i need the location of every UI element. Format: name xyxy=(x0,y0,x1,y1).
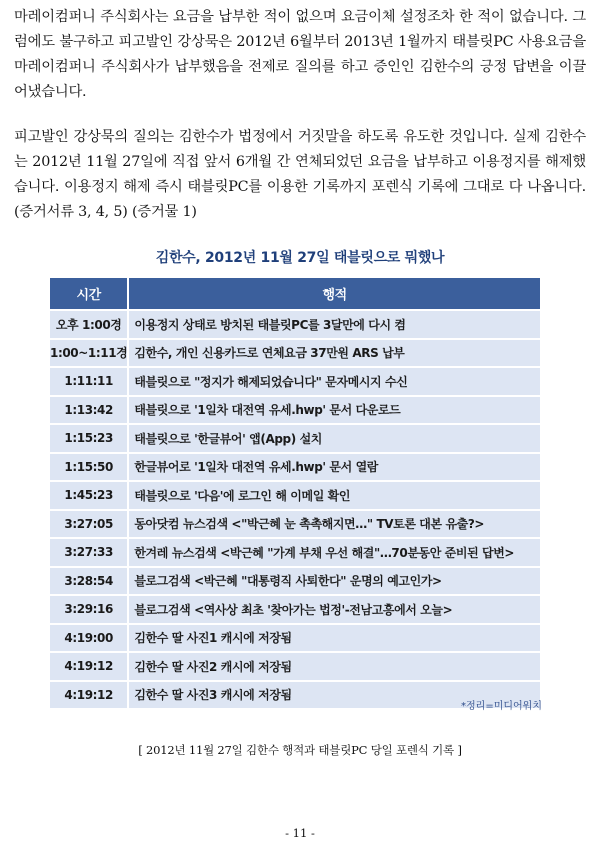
table-row xyxy=(49,481,541,510)
row-time: 1:15:23 xyxy=(49,424,128,453)
figure-caption: [ 2012년 11월 27일 김한수 행적과 태블릿PC 당일 포렌식 기록 ] xyxy=(138,743,462,757)
row-action: 태블릿으로 '1일차 대전역 유세.hwp' 문서 다운로드 xyxy=(128,396,541,425)
row-time: 1:00~1:11경 xyxy=(49,339,128,368)
page-number: - 11 - xyxy=(285,826,315,840)
table-title: 김한수, 2012년 11월 27일 태블릿으로 뭐했나 xyxy=(155,250,445,266)
body-paragraph-2: 피고발인 강상묵의 질의는 김한수가 법정에서 거짓말을 하도록 유도한 것입니다. 실제 김한수는 2012년 11월 27일에 직접 앞서 6개월 간 연체되었던 요금을 납부하고 이용정지를 해제했습니다. 이용정지 해제 즉시 태블릿PC를 이용한 기록까지 포렌식 기록에 그대로 다 나옵니다. (증거서류 3, 4, 5) (증거물 1) xyxy=(14,129,586,220)
row-action: 김한수 딸 사진3 캐시에 저장됨 xyxy=(128,681,541,710)
table-row xyxy=(49,624,541,653)
table-row xyxy=(49,424,541,453)
body-paragraph-1: 마레이컴퍼니 주식회사는 요금을 납부한 적이 없으며 요금이체 설정조차 한 적이 없습니다. 그럼에도 불구하고 피고발인 강상묵은 2012년 6월부터 2013년 1월까지 태블릿PC 사용요금을 마레이컴퍼니 주식회사가 납부했음을 전제로 질의를 하고 증인인 김한수의 긍정 답변을 이끌어냈습니다. xyxy=(14,9,586,100)
row-time: 3:29:16 xyxy=(49,595,128,624)
table-credit: *정리=미디어워치 xyxy=(461,701,542,712)
time-column-header: 시간 xyxy=(49,277,128,310)
row-action: 한겨레 뉴스검색 <박근혜 "가계 부채 우선 해결"…70분동안 준비된 답변> xyxy=(128,538,541,567)
row-action: 한글뷰어로 '1일차 대전역 유세.hwp' 문서 열람 xyxy=(128,453,541,482)
row-action: 김한수 딸 사진2 캐시에 저장됨 xyxy=(128,652,541,681)
table-row xyxy=(49,538,541,567)
row-action: 동아닷컴 뉴스검색 <"박근혜 눈 촉촉해지면…" TV토론 대본 유출?> xyxy=(128,510,541,539)
table-header-row xyxy=(49,277,541,310)
row-time: 1:45:23 xyxy=(49,481,128,510)
row-time: 4:19:12 xyxy=(49,681,128,710)
table-row xyxy=(49,339,541,368)
forensic-log-table xyxy=(48,276,542,710)
table-row xyxy=(49,396,541,425)
table-row xyxy=(49,367,541,396)
row-time: 1:15:50 xyxy=(49,453,128,482)
row-time: 3:27:33 xyxy=(49,538,128,567)
row-action: 태블릿으로 "정지가 해제되었습니다" 문자메시지 수신 xyxy=(128,367,541,396)
row-time: 4:19:00 xyxy=(49,624,128,653)
row-action: 블로그검색 <역사상 최초 '찾아가는 법정'-전남고흥에서 오늘> xyxy=(128,595,541,624)
table-row xyxy=(49,453,541,482)
row-time: 4:19:12 xyxy=(49,652,128,681)
table-row xyxy=(49,310,541,339)
row-action: 태블릿으로 '다음'에 로그인 해 이메일 확인 xyxy=(128,481,541,510)
row-action: 김한수 딸 사진1 캐시에 저장됨 xyxy=(128,624,541,653)
row-action: 김한수, 개인 신용카드로 연체요금 37만원 ARS 납부 xyxy=(128,339,541,368)
row-action: 블로그검색 <박근혜 "대통령직 사퇴한다" 운명의 예고인가> xyxy=(128,567,541,596)
row-time: 1:11:11 xyxy=(49,367,128,396)
table-row xyxy=(49,567,541,596)
row-action: 이용정지 상태로 방치된 태블릿PC를 3달만에 다시 켬 xyxy=(128,310,541,339)
row-time: 1:13:42 xyxy=(49,396,128,425)
table-row xyxy=(49,595,541,624)
row-time: 3:27:05 xyxy=(49,510,128,539)
row-time: 오후 1:00경 xyxy=(49,310,128,339)
table-row xyxy=(49,510,541,539)
action-column-header: 행적 xyxy=(128,277,541,310)
row-action: 태블릿으로 '한글뷰어' 앱(App) 설치 xyxy=(128,424,541,453)
table-row xyxy=(49,652,541,681)
row-time: 3:28:54 xyxy=(49,567,128,596)
